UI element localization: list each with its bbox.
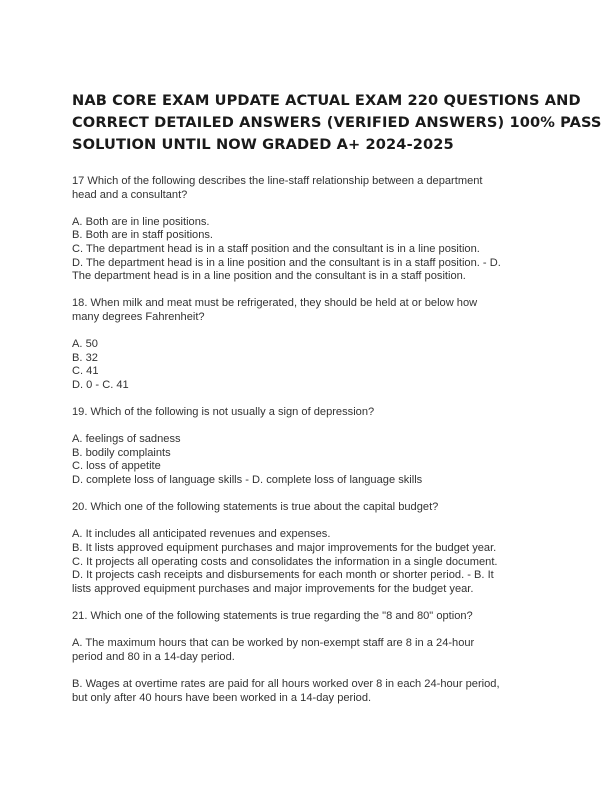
- option-a: A. Both are in line positions.: [72, 215, 210, 228]
- option-a-line: A. The maximum hours that can be worked by non-exempt staff are 8 in a 24-hour: [72, 637, 475, 650]
- question-21-option-a: [72, 637, 544, 664]
- option-c: C. The department head is in a staff position and the consultant is in a line position.: [72, 242, 480, 255]
- option-b: B. It lists approved equipment purchases and major improvements for the budget year.: [72, 542, 497, 555]
- option-a: A. feelings of sadness: [72, 433, 181, 446]
- question-17-options: [72, 216, 544, 284]
- question-18-options: [72, 338, 544, 392]
- option-b: B. 32: [72, 351, 98, 364]
- option-a-line: period and 80 in a 14-day period.: [72, 650, 235, 663]
- option-a: A. It includes all anticipated revenues and expenses.: [72, 528, 331, 541]
- title-line: SOLUTION UNTIL NOW GRADED A+ 2024-2025: [72, 136, 454, 153]
- option-c: C. loss of appetite: [72, 460, 161, 473]
- question-text: 18. When milk and meat must be refrigerated, they should be held at or below how: [72, 297, 478, 310]
- question-19: [72, 406, 544, 420]
- question-text: 21. Which one of the following statements is true regarding the "8 and 80" option?: [72, 610, 473, 622]
- question-21-option-b: [72, 678, 544, 705]
- title-line: NAB CORE EXAM UPDATE ACTUAL EXAM 220 QUESTIONS AND: [72, 92, 581, 109]
- option-d: D. complete loss of language skills - D. complete loss of language skills: [72, 474, 423, 487]
- question-text: many degrees Fahrenheit?: [72, 310, 205, 323]
- document-title: [72, 90, 602, 156]
- option-c: C. It projects all operating costs and consolidates the information in a single document.: [72, 555, 498, 568]
- option-b-line: but only after 40 hours have been worked in a 14-day period.: [72, 691, 372, 704]
- document-body: [72, 175, 544, 719]
- question-20: [72, 501, 544, 515]
- question-19-options: [72, 433, 544, 487]
- question-text: 19. Which of the following is not usually a sign of depression?: [72, 406, 375, 419]
- option-b-line: B. Wages at overtime rates are paid for all hours worked over 8 in each 24-hour period,: [72, 677, 500, 690]
- option-b: B. bodily complaints: [72, 446, 171, 459]
- question-17: [72, 175, 544, 202]
- question-21: [72, 610, 544, 624]
- question-text: 20. Which one of the following statements is true about the capital budget?: [72, 501, 439, 514]
- answer-continuation: The department head is in a line position and the consultant is in a staff position.: [72, 270, 466, 283]
- option-d: D. It projects cash receipts and disbursements for each month or shorter period. - B. It: [72, 569, 494, 582]
- question-text: head and a consultant?: [72, 188, 188, 201]
- option-b: B. Both are in staff positions.: [72, 229, 214, 242]
- question-20-options: [72, 528, 544, 596]
- option-c: C. 41: [72, 365, 99, 378]
- option-d: D. The department head is in a line position and the consultant is in a staff position. - D.: [72, 256, 501, 269]
- question-18: [72, 297, 544, 324]
- option-d: D. 0 - C. 41: [72, 378, 129, 391]
- answer-continuation: lists approved equipment purchases and major improvements for the budget year.: [72, 582, 474, 595]
- question-text: 17 Which of the following describes the line-staff relationship between a department: [72, 175, 483, 187]
- title-line: CORRECT DETAILED ANSWERS (VERIFIED ANSWERS) 100% PASS: [72, 114, 602, 131]
- option-a: A. 50: [72, 338, 98, 351]
